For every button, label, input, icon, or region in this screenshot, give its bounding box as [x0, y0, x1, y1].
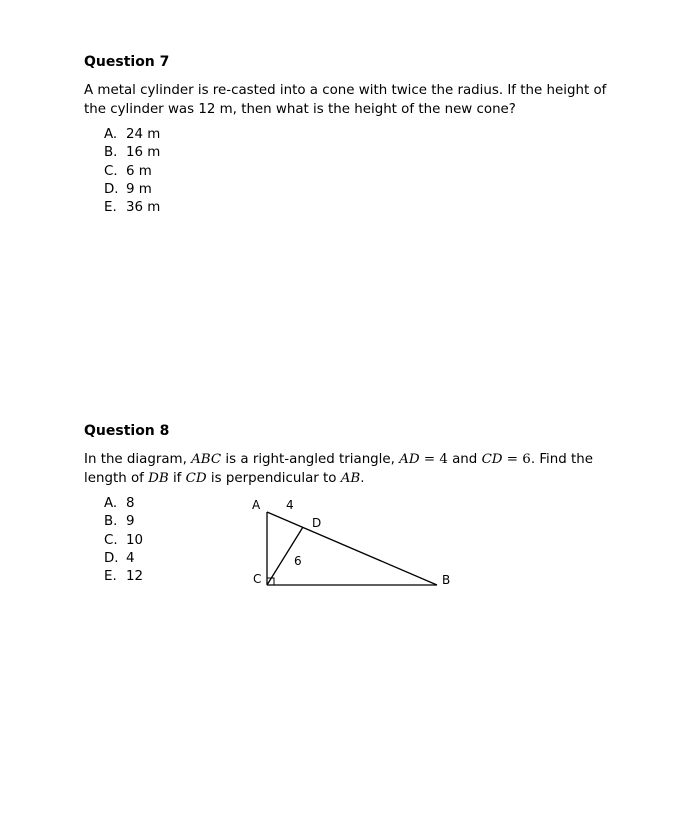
- option-b: [104, 144, 614, 162]
- math-db: DB: [148, 470, 169, 486]
- option-letter: B.: [104, 145, 118, 161]
- option-text: 6 m: [126, 163, 152, 179]
- text-segment: . Find the length of: [84, 452, 593, 486]
- option-letter: C.: [104, 532, 118, 548]
- question-7-options: [84, 126, 614, 217]
- math-equals: =: [502, 452, 523, 467]
- math-cd-value: 6: [522, 452, 531, 467]
- option-text: 24 m: [126, 127, 161, 142]
- option-text: 10: [126, 532, 144, 548]
- option-text: 8: [126, 496, 135, 511]
- option-text: 36 m: [126, 200, 161, 216]
- option-letter: B.: [104, 514, 118, 530]
- option-letter: D.: [104, 181, 119, 197]
- triangle-diagram: [246, 494, 466, 594]
- vertex-label-b: B: [442, 573, 451, 587]
- text-segment: is a right-angled triangle,: [221, 452, 400, 467]
- option-text: 9 m: [126, 181, 152, 197]
- option-c: [104, 163, 614, 181]
- math-ab: AB: [340, 470, 361, 486]
- question-7-text: A metal cylinder is re-casted into a cone with twice the radius. If the height of the cylinder was 12 m, then what is the height of the new cone?: [84, 83, 607, 117]
- option-text: 4: [126, 550, 135, 566]
- vertex-label-c: C: [253, 572, 262, 586]
- option-text: 16 m: [126, 145, 161, 161]
- option-d: [104, 181, 614, 199]
- option-letter: C.: [104, 163, 118, 179]
- length-label-ad: 4: [286, 498, 294, 512]
- math-equals: =: [419, 452, 440, 467]
- option-e: [104, 199, 614, 217]
- question-8-text: [84, 451, 614, 488]
- question-8-title: Question 8: [84, 423, 170, 439]
- math-abc: ABC: [191, 452, 222, 467]
- side-ab: [267, 512, 437, 585]
- option-letter: A.: [104, 496, 118, 511]
- option-a: [104, 126, 614, 144]
- vertex-label-d: D: [312, 516, 322, 530]
- text-segment: if: [168, 470, 186, 486]
- option-text: 12: [126, 569, 144, 585]
- vertex-label-a: A: [252, 498, 261, 512]
- question-7: [84, 53, 614, 217]
- text-segment: In the diagram,: [84, 452, 192, 467]
- text-segment: is perpendicular to: [206, 470, 341, 486]
- option-letter: E.: [104, 569, 117, 585]
- option-letter: E.: [104, 200, 117, 216]
- math-ad-value: 4: [439, 452, 448, 467]
- option-text: 9: [126, 514, 135, 530]
- text-segment: and: [447, 452, 482, 467]
- math-ad: AD: [399, 452, 420, 467]
- math-cd: CD: [481, 452, 503, 467]
- option-letter: D.: [104, 550, 119, 566]
- question-7-title: Question 7: [84, 54, 170, 70]
- option-letter: A.: [104, 127, 118, 142]
- length-label-cd: 6: [294, 554, 302, 568]
- text-segment: .: [360, 470, 365, 486]
- math-cd: CD: [185, 470, 207, 486]
